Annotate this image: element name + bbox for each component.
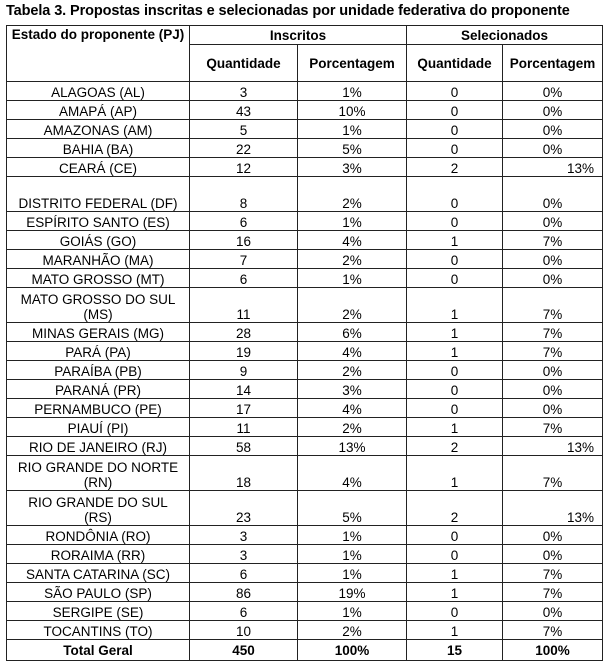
table-row <box>7 526 603 545</box>
selecionados-quantidade-cell: 0 <box>407 139 503 158</box>
inscritos-quantidade-cell: 3 <box>190 526 298 545</box>
table-row <box>7 212 603 231</box>
selecionados-porcentagem-cell: 0% <box>503 602 603 621</box>
state-cell: SÃO PAULO (SP) <box>7 583 190 602</box>
inscritos-quantidade-cell: 16 <box>190 231 298 250</box>
proposals-table <box>6 25 603 661</box>
table-row <box>7 120 603 139</box>
state-cell: MATO GROSSO (MT) <box>7 269 190 288</box>
selecionados-quantidade-cell: 2 <box>407 158 503 177</box>
inscritos-quantidade-cell: 19 <box>190 342 298 361</box>
inscritos-porcentagem-cell: 1% <box>298 212 407 231</box>
header-group-row <box>7 26 603 45</box>
selecionados-porcentagem-cell: 0% <box>503 101 603 120</box>
selecionados-quantidade-cell: 0 <box>407 82 503 101</box>
selecionados-quantidade-cell: 0 <box>407 380 503 399</box>
state-cell: SERGIPE (SE) <box>7 602 190 621</box>
inscritos-porcentagem-cell: 1% <box>298 545 407 564</box>
inscritos-porcentagem-cell: 6% <box>298 323 407 342</box>
inscritos-porcentagem-cell: 10% <box>298 101 407 120</box>
state-cell: CEARÁ (CE) <box>7 158 190 177</box>
table-caption: Tabela 3. Propostas inscritas e selecionadas por unidade federativa do proponente <box>6 3 570 19</box>
inscritos-porcentagem-cell: 1% <box>298 82 407 101</box>
table-row <box>7 418 603 437</box>
total-inscritos-quantidade: 450 <box>190 640 298 661</box>
inscritos-porcentagem-cell: 2% <box>298 250 407 269</box>
selecionados-porcentagem-cell: 0% <box>503 380 603 399</box>
inscritos-quantidade-cell: 5 <box>190 120 298 139</box>
inscritos-quantidade-cell: 6 <box>190 269 298 288</box>
selecionados-quantidade-cell: 1 <box>407 456 503 491</box>
selecionados-porcentagem-cell: 7% <box>503 621 603 640</box>
selecionados-porcentagem-cell: 7% <box>503 456 603 491</box>
selecionados-quantidade-cell: 1 <box>407 323 503 342</box>
selecionados-porcentagem-cell: 13% <box>503 491 603 526</box>
inscritos-quantidade-cell: 8 <box>190 177 298 212</box>
selecionados-porcentagem-cell: 0% <box>503 361 603 380</box>
table-row <box>7 602 603 621</box>
table-row <box>7 101 603 120</box>
inscritos-quantidade-cell: 9 <box>190 361 298 380</box>
total-inscritos-porcentagem: 100% <box>298 640 407 661</box>
selecionados-quantidade-cell: 1 <box>407 621 503 640</box>
table-row <box>7 82 603 101</box>
inscritos-quantidade-cell: 43 <box>190 101 298 120</box>
selecionados-porcentagem-cell: 7% <box>503 288 603 323</box>
selecionados-porcentagem-cell: 0% <box>503 269 603 288</box>
selecionados-quantidade-cell: 1 <box>407 288 503 323</box>
selecionados-quantidade-cell: 0 <box>407 269 503 288</box>
state-cell: RONDÔNIA (RO) <box>7 526 190 545</box>
selecionados-quantidade-cell: 0 <box>407 212 503 231</box>
inscritos-quantidade-cell: 6 <box>190 602 298 621</box>
state-cell: SANTA CATARINA (SC) <box>7 564 190 583</box>
state-cell: PARAÍBA (PB) <box>7 361 190 380</box>
selecionados-quantidade-cell: 2 <box>407 491 503 526</box>
table-row <box>7 564 603 583</box>
table-row <box>7 342 603 361</box>
inscritos-quantidade-cell: 6 <box>190 212 298 231</box>
inscritos-porcentagem-cell: 3% <box>298 158 407 177</box>
total-row <box>7 640 603 661</box>
table-row <box>7 250 603 269</box>
total-selecionados-quantidade: 15 <box>407 640 503 661</box>
selecionados-quantidade-cell: 0 <box>407 526 503 545</box>
selecionados-porcentagem-cell: 0% <box>503 120 603 139</box>
header-selecionados-porcentagem: Porcentagem <box>503 45 603 82</box>
inscritos-porcentagem-cell: 19% <box>298 583 407 602</box>
selecionados-quantidade-cell: 1 <box>407 342 503 361</box>
table-row <box>7 491 603 526</box>
selecionados-quantidade-cell: 0 <box>407 250 503 269</box>
selecionados-quantidade-cell: 0 <box>407 361 503 380</box>
selecionados-quantidade-cell: 1 <box>407 583 503 602</box>
table-row <box>7 177 603 212</box>
state-cell: PERNAMBUCO (PE) <box>7 399 190 418</box>
table-row <box>7 361 603 380</box>
inscritos-quantidade-cell: 7 <box>190 250 298 269</box>
selecionados-quantidade-cell: 1 <box>407 231 503 250</box>
selecionados-quantidade-cell: 0 <box>407 399 503 418</box>
selecionados-porcentagem-cell: 7% <box>503 323 603 342</box>
inscritos-porcentagem-cell: 5% <box>298 139 407 158</box>
state-cell: PARÁ (PA) <box>7 342 190 361</box>
table-row <box>7 399 603 418</box>
inscritos-porcentagem-cell: 2% <box>298 361 407 380</box>
inscritos-porcentagem-cell: 2% <box>298 621 407 640</box>
selecionados-quantidade-cell: 0 <box>407 101 503 120</box>
selecionados-quantidade-cell: 0 <box>407 545 503 564</box>
selecionados-porcentagem-cell: 7% <box>503 342 603 361</box>
inscritos-quantidade-cell: 23 <box>190 491 298 526</box>
selecionados-quantidade-cell: 1 <box>407 564 503 583</box>
inscritos-porcentagem-cell: 2% <box>298 288 407 323</box>
state-cell: ESPÍRITO SANTO (ES) <box>7 212 190 231</box>
inscritos-porcentagem-cell: 4% <box>298 342 407 361</box>
state-cell: BAHIA (BA) <box>7 139 190 158</box>
table-row <box>7 323 603 342</box>
table-row <box>7 621 603 640</box>
state-cell: PARANÁ (PR) <box>7 380 190 399</box>
selecionados-porcentagem-cell: 7% <box>503 418 603 437</box>
inscritos-porcentagem-cell: 2% <box>298 177 407 212</box>
inscritos-quantidade-cell: 3 <box>190 82 298 101</box>
selecionados-porcentagem-cell: 0% <box>503 82 603 101</box>
inscritos-porcentagem-cell: 5% <box>298 491 407 526</box>
total-selecionados-porcentagem: 100% <box>503 640 603 661</box>
inscritos-quantidade-cell: 86 <box>190 583 298 602</box>
inscritos-porcentagem-cell: 4% <box>298 456 407 491</box>
inscritos-quantidade-cell: 6 <box>190 564 298 583</box>
selecionados-porcentagem-cell: 0% <box>503 139 603 158</box>
header-inscritos: Inscritos <box>190 26 407 45</box>
header-inscritos-porcentagem: Porcentagem <box>298 45 407 82</box>
selecionados-porcentagem-cell: 13% <box>503 158 603 177</box>
selecionados-porcentagem-cell: 0% <box>503 250 603 269</box>
selecionados-porcentagem-cell: 0% <box>503 212 603 231</box>
inscritos-porcentagem-cell: 1% <box>298 602 407 621</box>
selecionados-quantidade-cell: 0 <box>407 177 503 212</box>
inscritos-quantidade-cell: 11 <box>190 288 298 323</box>
state-cell: RORAIMA (RR) <box>7 545 190 564</box>
state-cell: ALAGOAS (AL) <box>7 82 190 101</box>
state-cell: AMAZONAS (AM) <box>7 120 190 139</box>
selecionados-quantidade-cell: 0 <box>407 602 503 621</box>
state-cell: DISTRITO FEDERAL (DF) <box>7 177 190 212</box>
state-cell: RIO GRANDE DO SUL (RS) <box>7 491 190 526</box>
inscritos-porcentagem-cell: 3% <box>298 380 407 399</box>
selecionados-quantidade-cell: 0 <box>407 120 503 139</box>
inscritos-porcentagem-cell: 13% <box>298 437 407 456</box>
state-cell: RIO DE JANEIRO (RJ) <box>7 437 190 456</box>
header-inscritos-quantidade: Quantidade <box>190 45 298 82</box>
selecionados-quantidade-cell: 2 <box>407 437 503 456</box>
inscritos-quantidade-cell: 28 <box>190 323 298 342</box>
selecionados-porcentagem-cell: 0% <box>503 526 603 545</box>
header-selecionados-quantidade: Quantidade <box>407 45 503 82</box>
table-row <box>7 231 603 250</box>
table-body <box>7 82 603 640</box>
state-cell: AMAPÁ (AP) <box>7 101 190 120</box>
state-cell: PIAUÍ (PI) <box>7 418 190 437</box>
selecionados-porcentagem-cell: 7% <box>503 231 603 250</box>
table-row <box>7 380 603 399</box>
inscritos-porcentagem-cell: 2% <box>298 418 407 437</box>
table-row <box>7 158 603 177</box>
selecionados-porcentagem-cell: 0% <box>503 177 603 212</box>
state-cell: MINAS GERAIS (MG) <box>7 323 190 342</box>
header-state: Estado do proponente (PJ) <box>7 26 190 82</box>
inscritos-quantidade-cell: 3 <box>190 545 298 564</box>
selecionados-porcentagem-cell: 7% <box>503 583 603 602</box>
inscritos-porcentagem-cell: 1% <box>298 526 407 545</box>
inscritos-quantidade-cell: 12 <box>190 158 298 177</box>
selecionados-porcentagem-cell: 0% <box>503 545 603 564</box>
table-row <box>7 456 603 491</box>
inscritos-quantidade-cell: 17 <box>190 399 298 418</box>
table-row <box>7 545 603 564</box>
state-cell: GOIÁS (GO) <box>7 231 190 250</box>
inscritos-porcentagem-cell: 4% <box>298 231 407 250</box>
inscritos-quantidade-cell: 18 <box>190 456 298 491</box>
inscritos-porcentagem-cell: 1% <box>298 120 407 139</box>
header-selecionados: Selecionados <box>407 26 603 45</box>
inscritos-porcentagem-cell: 4% <box>298 399 407 418</box>
inscritos-quantidade-cell: 10 <box>190 621 298 640</box>
table-row <box>7 139 603 158</box>
table-row <box>7 288 603 323</box>
table-row <box>7 437 603 456</box>
state-cell: RIO GRANDE DO NORTE (RN) <box>7 456 190 491</box>
state-cell: MARANHÃO (MA) <box>7 250 190 269</box>
inscritos-porcentagem-cell: 1% <box>298 269 407 288</box>
state-cell: MATO GROSSO DO SUL (MS) <box>7 288 190 323</box>
table-row <box>7 269 603 288</box>
selecionados-porcentagem-cell: 0% <box>503 399 603 418</box>
table-row <box>7 583 603 602</box>
state-cell: TOCANTINS (TO) <box>7 621 190 640</box>
inscritos-quantidade-cell: 11 <box>190 418 298 437</box>
total-label: Total Geral <box>7 640 190 661</box>
selecionados-porcentagem-cell: 7% <box>503 564 603 583</box>
selecionados-porcentagem-cell: 13% <box>503 437 603 456</box>
selecionados-quantidade-cell: 1 <box>407 418 503 437</box>
inscritos-quantidade-cell: 58 <box>190 437 298 456</box>
inscritos-quantidade-cell: 14 <box>190 380 298 399</box>
inscritos-quantidade-cell: 22 <box>190 139 298 158</box>
inscritos-porcentagem-cell: 1% <box>298 564 407 583</box>
